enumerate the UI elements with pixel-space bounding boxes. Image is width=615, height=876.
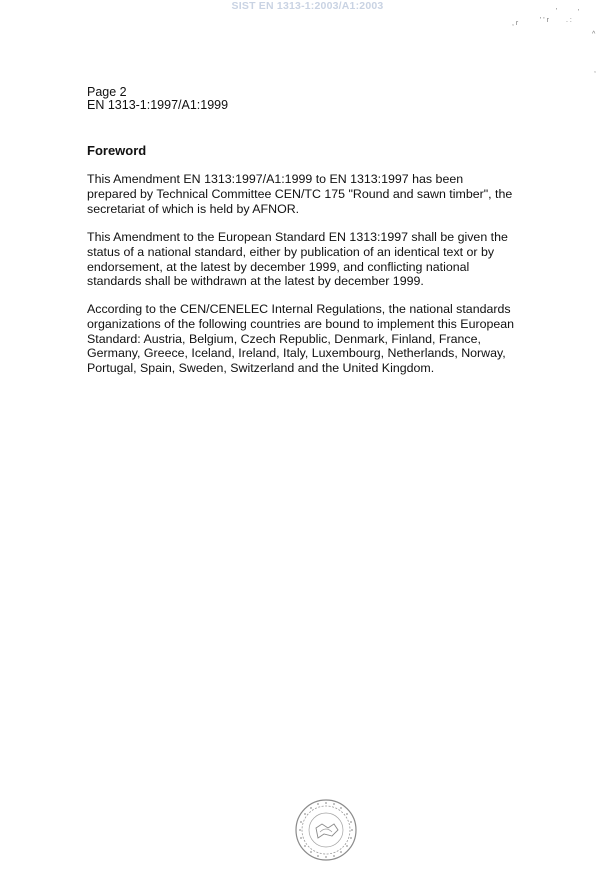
text-line: According to the CEN/CENELEC Internal Regulations, the national standards <box>87 302 511 316</box>
text-line: Germany, Greece, Iceland, Ireland, Italy, Luxembourg, Netherlands, Norway, <box>87 346 506 361</box>
text-line: This Amendment to the European Standard EN 1313:1997 shall be given the <box>87 230 508 244</box>
page-number: Page 2 <box>87 85 127 99</box>
page-header <box>87 86 228 112</box>
text-line: This Amendment EN 1313:1997/A1:1999 to EN 1313:1997 has been <box>87 172 464 186</box>
text-line: endorsement, at the latest by december 1999, and conflicting national <box>87 259 470 274</box>
paragraph-national-status <box>87 230 557 289</box>
document-reference: EN 1313-1:1997/A1:1999 <box>87 98 229 112</box>
scan-speck: , <box>594 67 596 74</box>
scan-speck: , r <box>512 20 519 27</box>
scan-speck: ' <box>578 9 580 16</box>
scan-speck: ' <box>556 8 558 15</box>
text-line: organizations of the following countries are bound to implement this European <box>87 316 515 331</box>
text-line: status of a national standard, either by publication of an identical text or by <box>87 244 495 259</box>
section-heading: Foreword <box>87 143 147 158</box>
scan-speck: ' ' r <box>540 17 549 24</box>
paragraph-preparation <box>87 172 557 216</box>
scan-speck: ^ <box>592 31 596 38</box>
paragraph-implementing-countries <box>87 302 557 376</box>
scan-speck: . : <box>566 17 572 24</box>
text-line: Portugal, Spain, Sweden, Switzerland and the United Kingdom. <box>87 361 435 376</box>
text-line: standards shall be withdrawn at the latest by december 1999. <box>87 274 424 289</box>
text-line: prepared by Technical Committee CEN/TC 175 "Round and sawn timber", the <box>87 186 513 201</box>
text-line: Standard: Austria, Belgium, Czech Republic, Denmark, Finland, France, <box>87 331 481 346</box>
watermark: SIST EN 1313-1:2003/A1:2003 <box>231 0 384 12</box>
text-line: secretariat of which is held by AFNOR. <box>87 201 300 216</box>
circular-seal-stamp-icon <box>294 798 358 862</box>
